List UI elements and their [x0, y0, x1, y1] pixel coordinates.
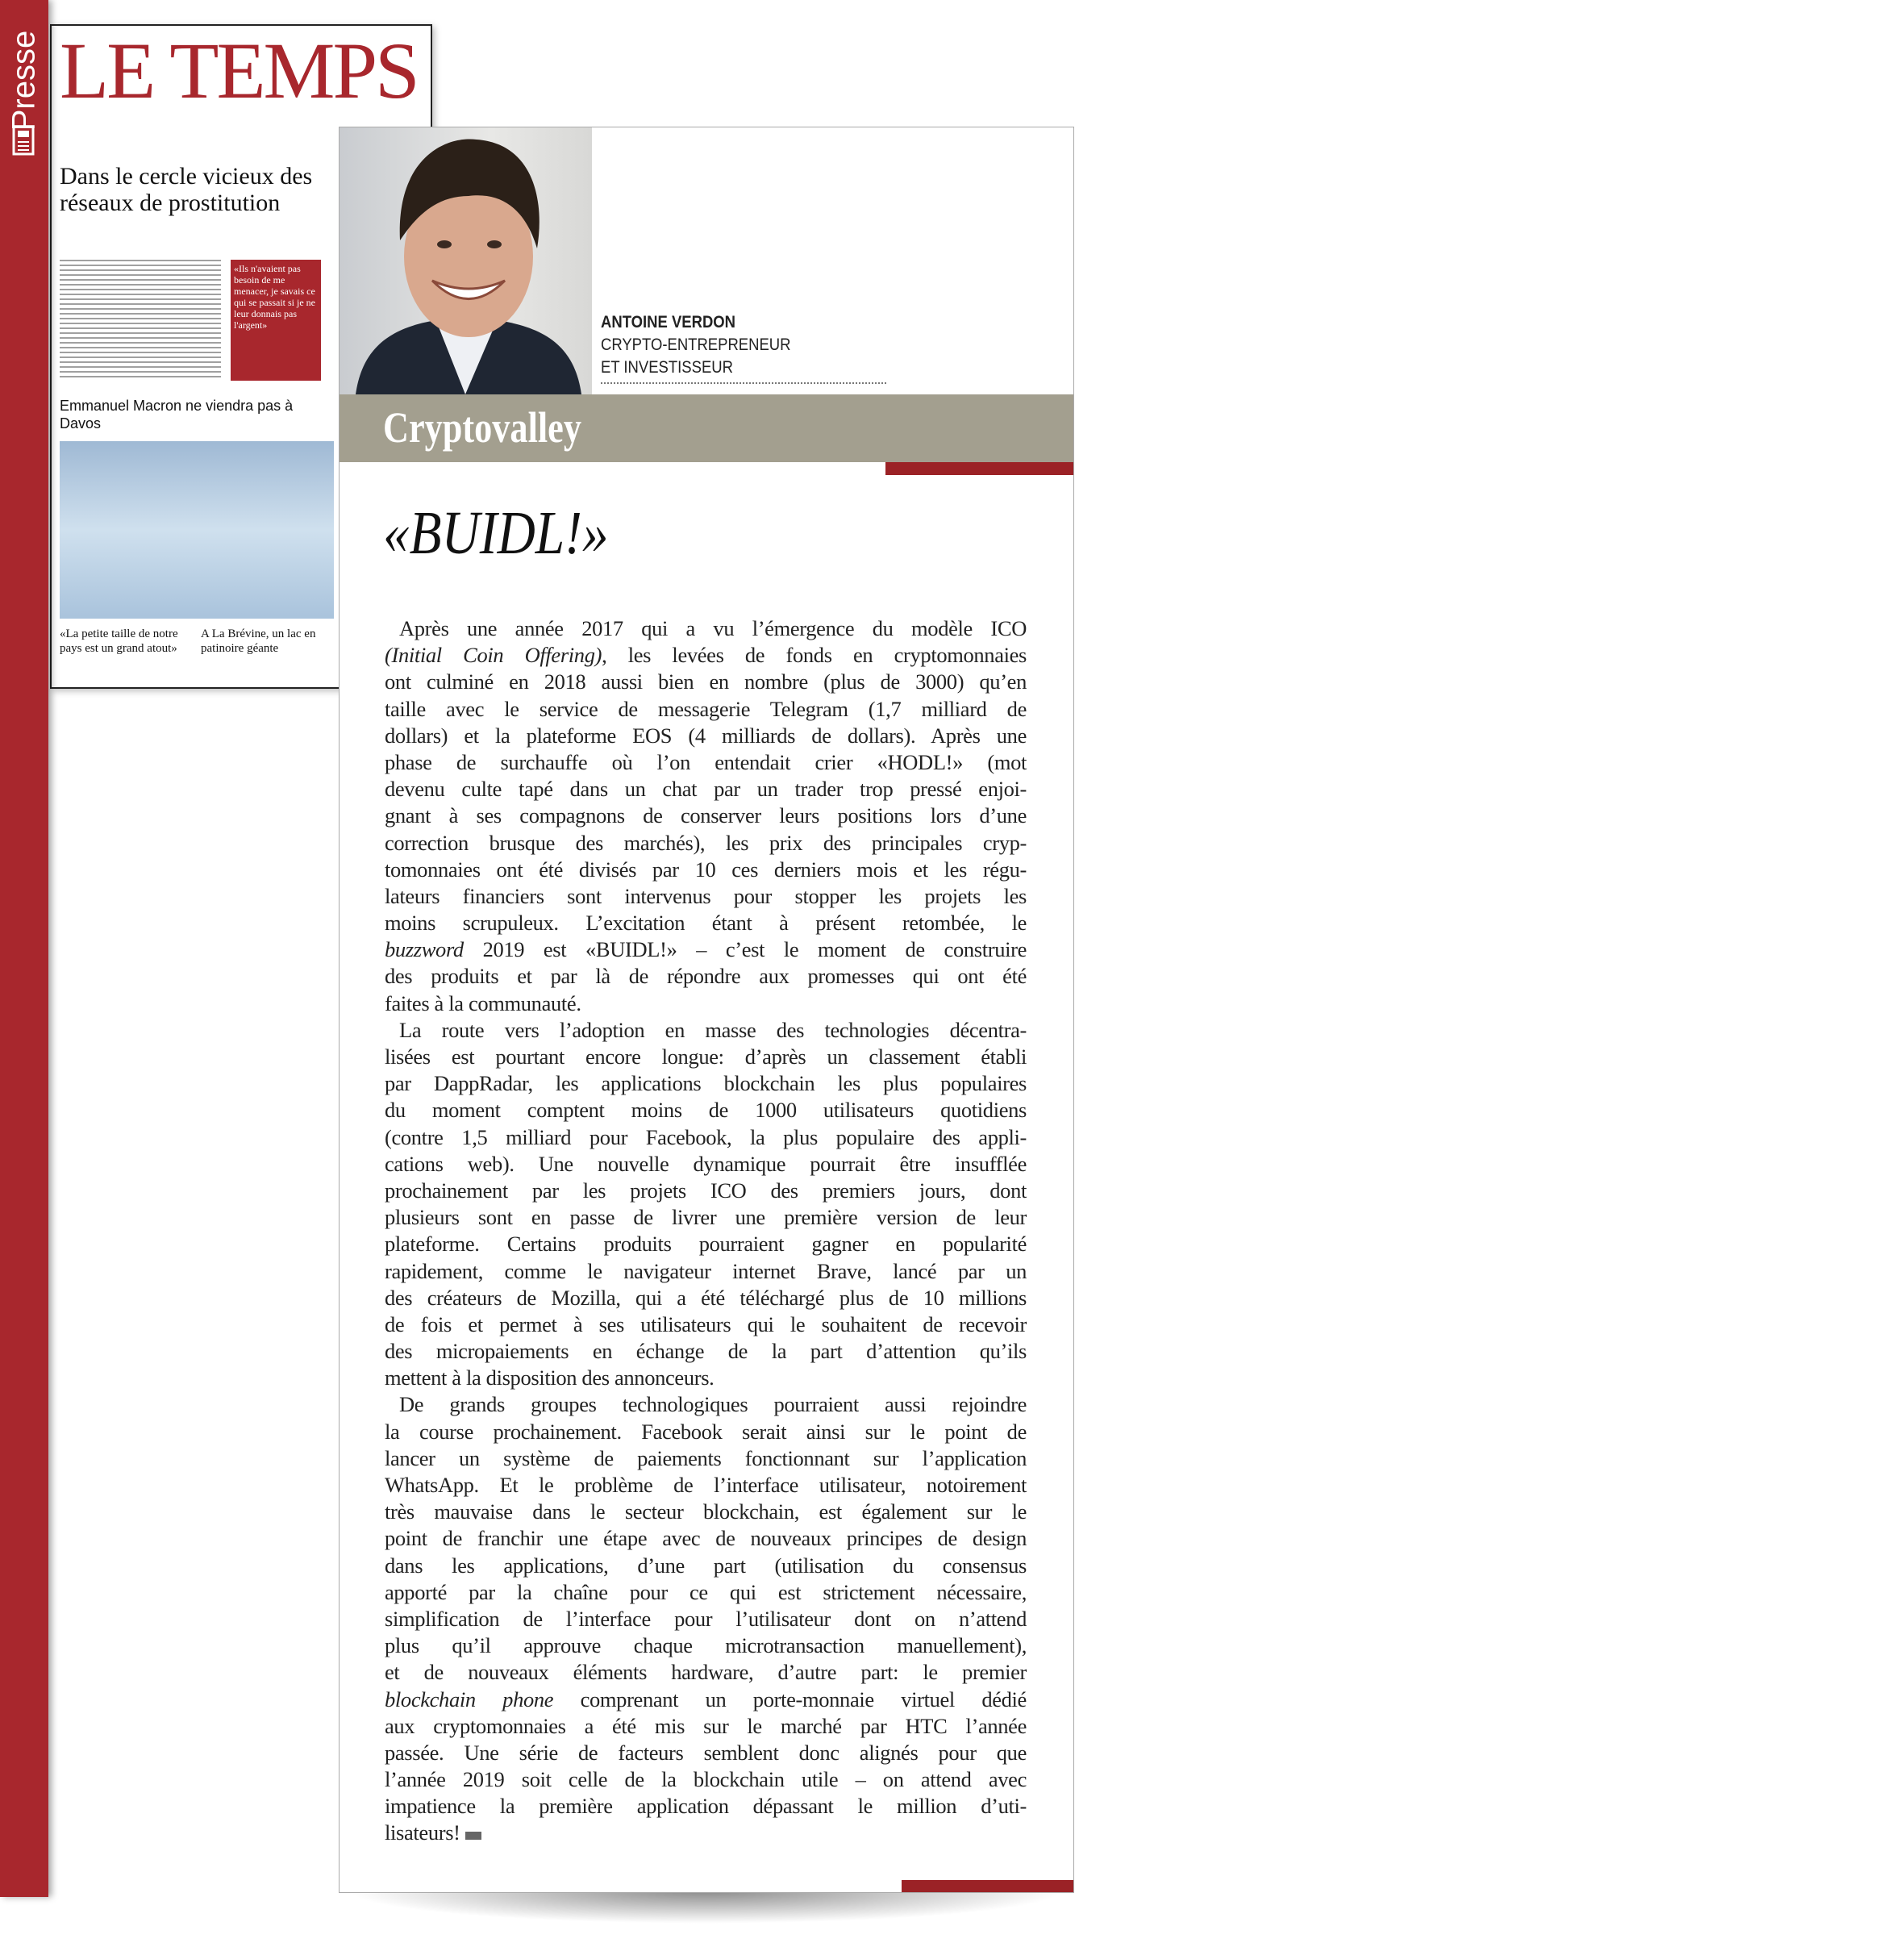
article-line: cations web). Une nouvelle dynamique pourrait être insufflée — [385, 1151, 1027, 1176]
article-line: plusieurs sont en passe de livrer une première version de leur — [385, 1205, 1027, 1230]
newspaper-icon — [11, 124, 35, 156]
article-line: tomonnaies ont été divisés par 10 ces derniers mois et les régu- — [385, 857, 1027, 882]
page-shadow — [347, 1891, 1064, 1924]
rubric-title: Cryptovalley — [383, 403, 581, 452]
article-line: et de nouveaux éléments hardware, d’autre part: le premier — [385, 1660, 1027, 1685]
newspaper-teaser: «La petite taille de notre pays est un grand atout» — [60, 627, 178, 655]
author-role: CRYPTO-ENTREPRENEUR — [601, 336, 791, 354]
author-byline — [601, 311, 790, 379]
article-line: dollars) et la plateforme EOS (4 milliards de dollars). Après une — [385, 723, 1027, 748]
article-body — [385, 615, 1027, 1847]
article-line: la course prochainement. Facebook serait ainsi sur le point de — [385, 1419, 1027, 1444]
article-line: par DappRadar, les applications blockchain les plus populaires — [385, 1071, 1027, 1096]
article-line: rapidement, comme le navigateur internet Brave, lancé par un — [385, 1258, 1027, 1283]
article-line: impatience la première application dépassant le million d’uti- — [385, 1794, 1027, 1819]
article-line: point de franchir une étape avec de nouveaux principes de design — [385, 1526, 1027, 1551]
article-line: faites à la communauté. — [385, 990, 581, 1015]
sidebar-label: Presse — [6, 30, 42, 131]
article-line: La route vers l’adoption en masse des technologies décentra- — [399, 1017, 1027, 1042]
article-line: ont culminé en 2018 aussi bien en nombre (plus de 3000) qu’en — [385, 669, 1027, 694]
article-line: De grands groupes technologiques pourraient aussi rejoindre — [399, 1392, 1027, 1417]
article-line: correction brusque des marchés), les prix des principales cryp- — [385, 830, 1027, 855]
article-line: simplification de l’interface pour l’utilisateur dont on n’attend — [385, 1606, 1027, 1631]
article-line: lisateurs! — [385, 1820, 1027, 1846]
article-line: du moment comptent moins de 1000 utilisateurs quotidiens — [385, 1098, 1027, 1123]
article-line: des micropaiements en échange de la part d’attention qu’ils — [385, 1339, 1027, 1364]
article-line: mettent à la disposition des annonceurs. — [385, 1365, 715, 1390]
newspaper-text-block — [60, 260, 221, 381]
article-line: lancer un système de paiements fonctionnant sur l’application — [385, 1445, 1027, 1470]
accent-bar — [885, 462, 1073, 475]
author-portrait — [340, 127, 592, 394]
newspaper-headline: Dans le cercle vicieux des réseaux de prostitution — [60, 163, 313, 216]
article-line: (Initial Coin Offering), les levées de fonds en cryptomonnaies — [385, 643, 1027, 668]
article-line: lateurs financiers sont intervenus pour stopper les projets les — [385, 883, 1027, 908]
article-line: blockchain phone comprenant un porte-monnaie virtuel dédié — [385, 1686, 1027, 1711]
article-line: passée. Une série de facteurs semblent donc alignés pour que — [385, 1740, 1027, 1765]
article-line: aux cryptomonnaies a été mis sur le marché par HTC l’année — [385, 1713, 1027, 1738]
article-line: taille avec le service de messagerie Telegram (1,7 milliard de — [385, 696, 1027, 721]
article-title: «BUIDL!» — [383, 499, 609, 567]
article-line: moins scrupuleux. L’excitation étant à présent retombée, le — [385, 911, 1027, 936]
article-line: Après une année 2017 qui a vu l’émergence du modèle ICO — [399, 616, 1027, 640]
article-line: (contre 1,5 milliard pour Facebook, la plus populaire des appli- — [385, 1124, 1027, 1149]
article-line: buzzword 2019 est «BUIDL!» – c’est le moment de construire — [385, 937, 1027, 962]
author-photo — [340, 127, 592, 394]
article-line: WhatsApp. Et le problème de l’interface utilisateur, notoirement — [385, 1473, 1027, 1497]
byline-divider — [601, 382, 886, 384]
article-line: phase de surchauffe où l’on entendait crier «HODL!» (mot — [385, 749, 1027, 774]
end-mark-icon — [465, 1832, 481, 1840]
article-line: des créateurs de Mozilla, qui a été téléchargé plus de 10 millions — [385, 1285, 1027, 1310]
article-line: dans les applications, d’une part (utilisation du consensus — [385, 1553, 1027, 1578]
newspaper-quote: «Ils n'avaient pas besoin de me menacer, je savais ce qui se passait si je ne leur donnais pas l'argent» — [231, 260, 321, 381]
article-line: devenu culte tapé dans un chat par un trader trop pressé enjoi- — [385, 777, 1027, 802]
accent-bar-bottom — [902, 1880, 1073, 1892]
article-line: gnant à ses compagnons de conserver leurs positions lors d’une — [385, 803, 1027, 828]
author-role: ET INVESTISSEUR — [601, 358, 733, 377]
newspaper-cartoon — [60, 441, 334, 619]
article-line: plus qu’il approuve chaque microtransaction manuellement), — [385, 1633, 1027, 1658]
article-line: apporté par la chaîne pour ce qui est strictement nécessaire, — [385, 1579, 1027, 1604]
article-line: lisées est pourtant encore longue: d’après un classement établi — [385, 1044, 1027, 1069]
article-line: de fois et permet à ses utilisateurs qui le souhaitent de recevoir — [385, 1311, 1027, 1336]
article-line: des produits et par là de répondre aux promesses qui ont été — [385, 964, 1027, 989]
article-clipping — [339, 127, 1074, 1893]
newspaper-subhead: Emmanuel Macron ne viendra pas à Davos — [60, 398, 294, 432]
article-line: l’année 2019 soit celle de la blockchain utile – on attend avec — [385, 1767, 1027, 1792]
article-line: plateforme. Certains produits pourraient gagner en popularité — [385, 1232, 1027, 1257]
newspaper-masthead: LE TEMPS — [60, 26, 418, 115]
sidebar-press-tab[interactable] — [0, 0, 48, 1897]
article-line: prochainement par les projets ICO des premiers jours, dont — [385, 1178, 1027, 1203]
author-name: ANTOINE VERDON — [601, 313, 736, 331]
rubric-band — [340, 394, 1073, 462]
newspaper-teaser: A La Brévine, un lac en patinoire géante — [201, 627, 316, 655]
article-line: très mauvaise dans le secteur blockchain, est également sur le — [385, 1499, 1027, 1524]
